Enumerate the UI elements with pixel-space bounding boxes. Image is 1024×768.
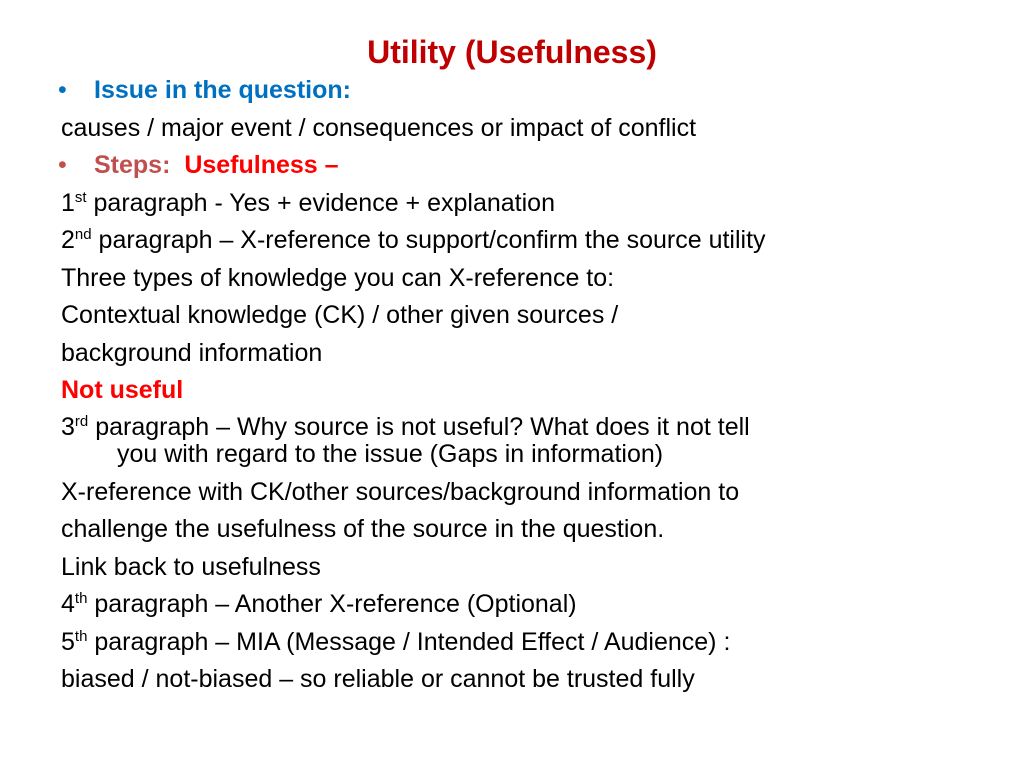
text-line: Contextual knowledge (CK) / other given sources /: [61, 301, 619, 329]
paragraph-1-ordinal: st: [74, 188, 87, 206]
issue-bullet-line: [58, 72, 1011, 110]
slide-content: [58, 72, 1011, 699]
text-line: background information: [61, 338, 323, 367]
paragraph-5-text: paragraph – MIA (Message / Intended Effect / Audience) :: [87, 627, 731, 656]
final-line: biased / not-biased – so reliable or cannot be trusted fully: [61, 665, 695, 693]
steps-bullet-line: [58, 147, 1011, 185]
bullet-icon: •: [58, 151, 67, 179]
paragraph-4-line: [61, 586, 1011, 624]
text-line: X-reference with CK/other sources/background information to: [61, 477, 740, 506]
paragraph-3-continuation: you with regard to the issue (Gaps in information): [117, 439, 664, 468]
text-line: Three types of knowledge you can X-reference to:: [61, 263, 615, 292]
paragraph-2-number: 2: [61, 226, 75, 254]
paragraph-3-line: [61, 410, 1011, 474]
paragraph-5-number: 5: [61, 627, 75, 656]
slide-title: Utility (Usefulness): [367, 34, 657, 70]
text-line: Link back to usefulness: [61, 552, 321, 581]
issue-label: Issue in the question:: [94, 76, 351, 104]
paragraph-1-text: paragraph - Yes + evidence + explanation: [86, 188, 555, 217]
paragraph-2-text: paragraph – X-reference to support/confirm the source utility: [91, 226, 766, 254]
paragraph-5-ordinal: th: [74, 627, 88, 645]
text-line: challenge the usefulness of the source in the question.: [61, 515, 665, 543]
issue-text: causes / major event / consequences or impact of conflict: [61, 113, 697, 142]
not-useful-heading: Not useful: [61, 376, 184, 404]
paragraph-2-line: [61, 222, 1011, 260]
paragraph-3-number: 3: [61, 412, 75, 441]
bullet-icon: •: [58, 76, 67, 104]
paragraph-4-text: paragraph – Another X-reference (Optional): [87, 590, 577, 618]
paragraph-3-ordinal: rd: [74, 412, 89, 430]
paragraph-4-number: 4: [61, 590, 75, 618]
paragraph-5-line: [61, 624, 1011, 662]
paragraph-1-line: [61, 185, 1011, 223]
paragraph-3-text: paragraph – Why source is not useful? What does it not tell: [88, 412, 750, 441]
usefulness-label: Usefulness –: [184, 151, 339, 179]
paragraph-2-ordinal: nd: [74, 226, 92, 243]
paragraph-1-number: 1: [61, 188, 75, 217]
steps-label: Steps:: [94, 151, 171, 179]
paragraph-4-ordinal: th: [74, 590, 88, 607]
